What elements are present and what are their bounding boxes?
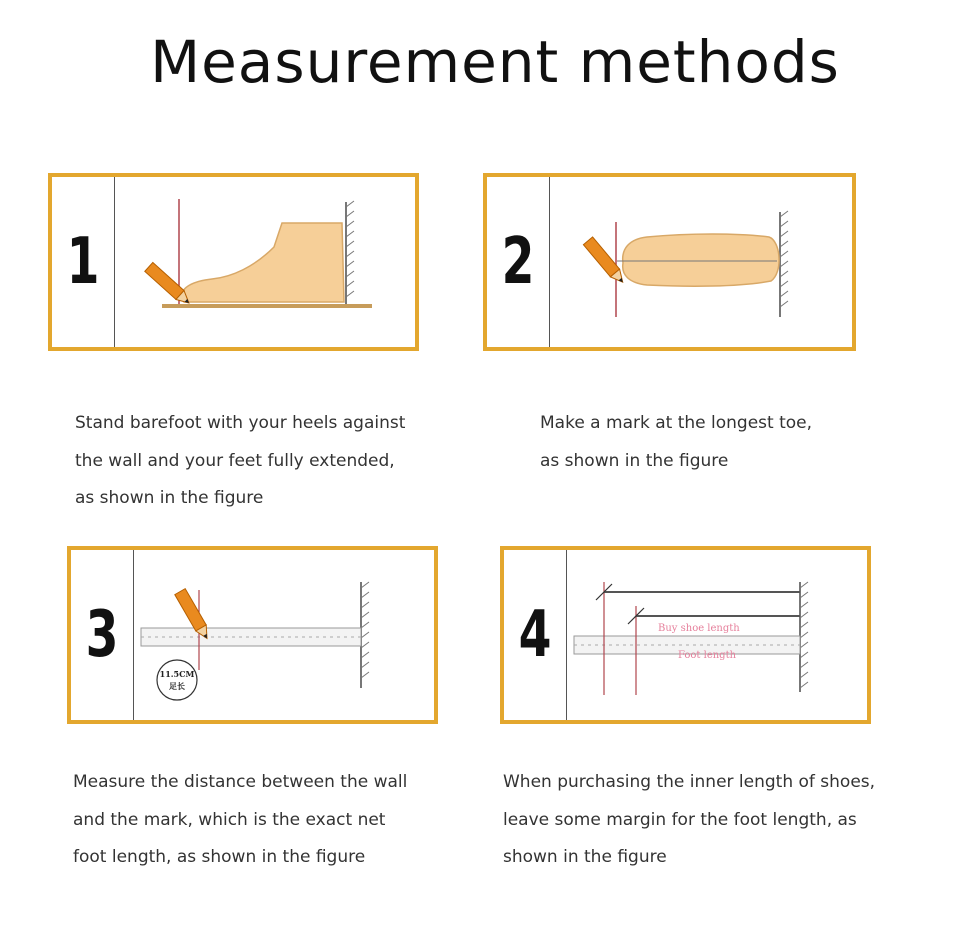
step-4-caption-line: leave some margin for the foot length, as: [503, 809, 857, 830]
step-2-illustration: [549, 177, 849, 347]
wall-hatch-icon: [346, 201, 354, 304]
step-1-caption: [75, 405, 405, 518]
step-4-number: 4: [518, 598, 552, 672]
step-2-panel: [483, 173, 856, 351]
wall-hatch-icon: [800, 582, 808, 692]
step-3-caption-line: foot length, as shown in the figure: [73, 847, 366, 867]
step-4-caption-line: shown in the figure: [503, 847, 667, 867]
step-3-caption-line: and the mark, which is the exact net: [73, 809, 386, 830]
step-3-caption-line: Measure the distance between the wall: [73, 772, 408, 792]
step-1-illustration: [114, 177, 414, 347]
page-title: Measurement methods: [150, 28, 840, 96]
step-3-illustration: [133, 550, 433, 720]
pencil-icon: [583, 237, 627, 286]
step-1-panel: [48, 173, 419, 351]
step-1-caption-line: the wall and your feet fully extended,: [75, 450, 395, 471]
ruler-icon: [141, 628, 361, 646]
step-4-panel: [500, 546, 871, 724]
step-3-number-cell: [71, 550, 134, 720]
step-3-caption: [73, 764, 407, 877]
floor-line: [162, 304, 372, 308]
foot-side-icon: [182, 223, 344, 302]
step-4-number-cell: [504, 550, 567, 720]
step-1-caption-line: Stand barefoot with your heels against: [75, 413, 406, 433]
measurement-badge: [157, 660, 197, 700]
wall-hatch-icon: [361, 582, 369, 688]
step-2-number: 2: [501, 225, 535, 299]
step-3-panel: [67, 546, 438, 724]
wall-hatch-icon: [780, 211, 788, 317]
pencil-icon: [145, 262, 193, 307]
step-1-number: 1: [66, 225, 100, 299]
badge-value: 11.5CM: [159, 669, 195, 679]
step-1-number-cell: [52, 177, 115, 347]
step-1-caption-line: as shown in the figure: [75, 488, 264, 508]
step-4-illustration: [566, 550, 866, 720]
step-2-caption: [540, 405, 812, 480]
step-4-caption: [503, 764, 875, 877]
step-3-number: 3: [85, 598, 119, 672]
badge-caption: 足长: [169, 681, 185, 691]
step-2-caption-line: Make a mark at the longest toe,: [540, 413, 813, 433]
foot-length-label: Foot length: [678, 650, 737, 661]
step-2-caption-line: as shown in the figure: [540, 450, 729, 471]
buy-shoe-length-label: Buy shoe length: [658, 623, 740, 634]
step-4-caption-line: When purchasing the inner length of shoes,: [503, 772, 876, 792]
step-2-number-cell: [487, 177, 550, 347]
foot-top-icon: [623, 234, 779, 286]
